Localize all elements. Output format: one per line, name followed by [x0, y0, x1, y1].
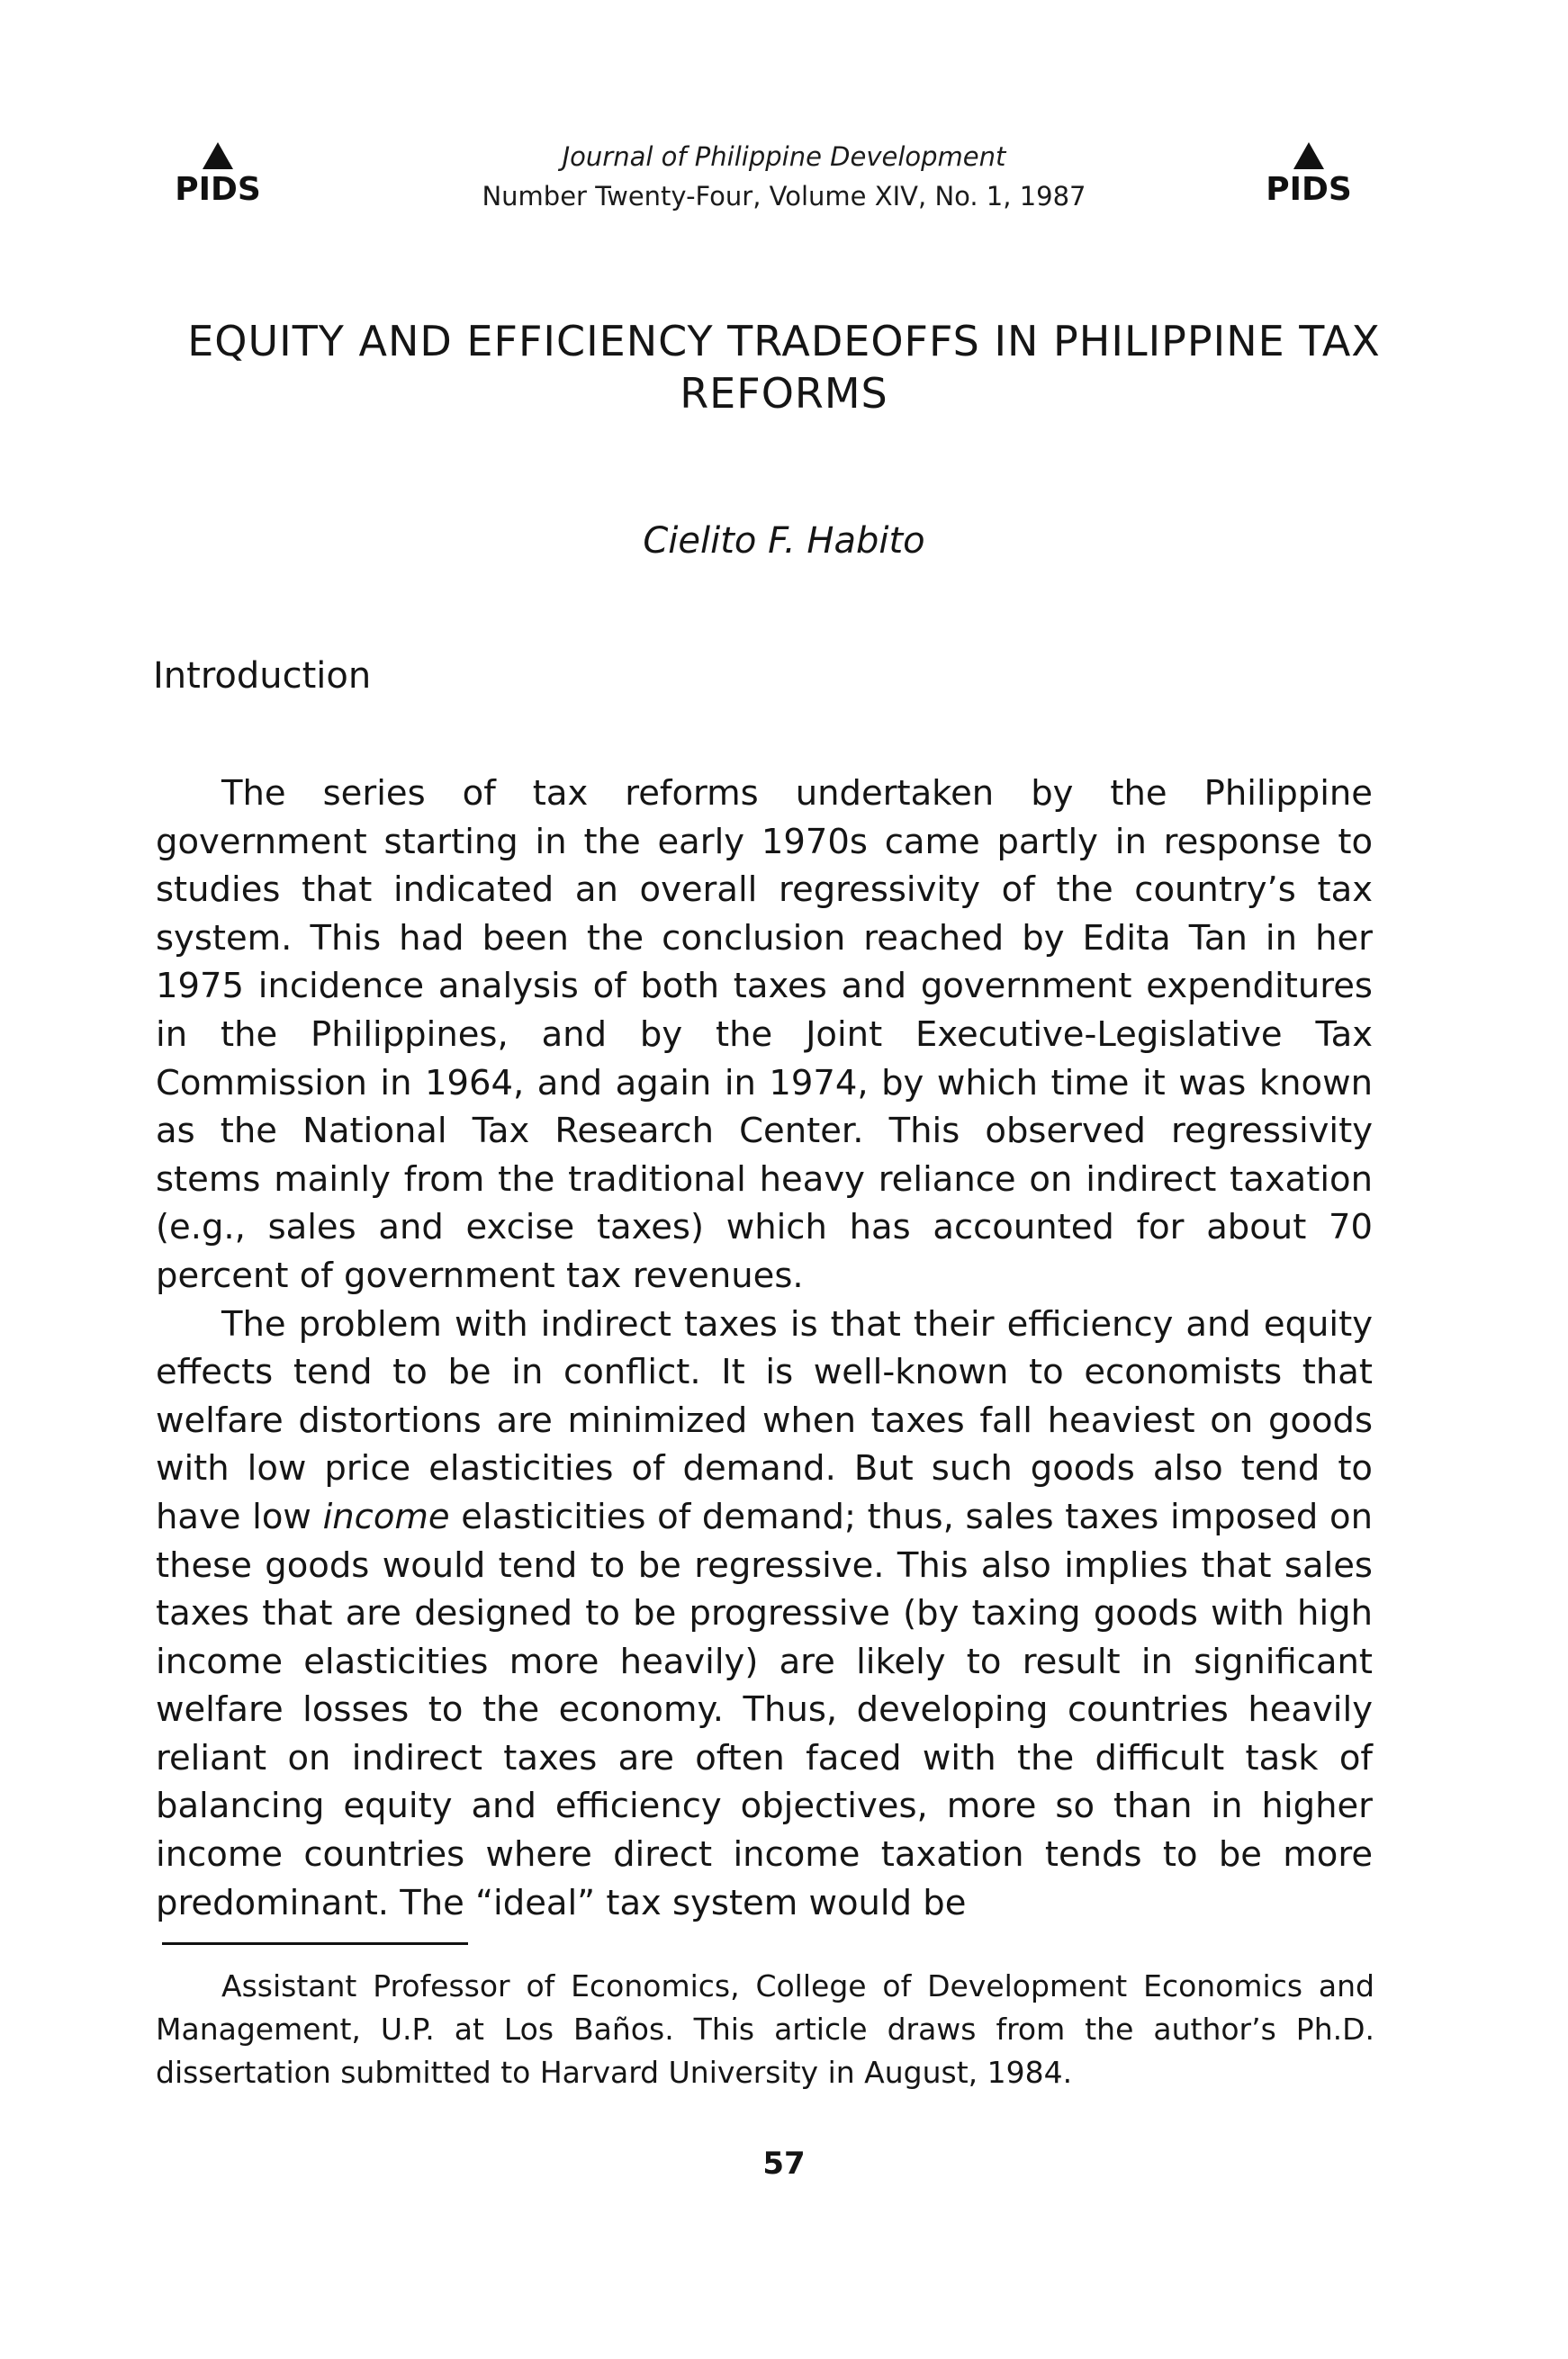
page-number: 57 [762, 2146, 806, 2182]
paragraph-2-emphasis: income [322, 1496, 450, 1537]
journal-issue: Number Twenty-Four, Volume XIV, No. 1, 1987 [482, 181, 1086, 212]
paragraph-2-part-1: The problem with indirect taxes is that their efficiency and equity effects tend to be in conflict. It is well-known to economists that welfare distortions are minimized when taxes fall heaviest on goods with low price elasticities of demand. But such goods also tend to have low [156, 1303, 1373, 1537]
article-title [126, 315, 1442, 419]
article-title-line-1: EQUITY AND EFFICIENCY TRADEOFFS IN PHILIPPINE TAX [187, 317, 1381, 365]
pids-logo-right [1248, 135, 1370, 207]
svg-text:PIDS: PIDS [1266, 171, 1352, 207]
article-title-line-2: REFORMS [680, 369, 888, 418]
section-heading-introduction: Introduction [153, 655, 372, 697]
article-author: Cielito F. Habito [643, 520, 925, 562]
footnote-divider [162, 1942, 468, 1945]
footnote-text: Assistant Professor of Economics, College of Development Economics and Management, U.P. at Los Baños. This article draws from the author’s Ph.D. dissertation submitted to Harvard University in August, 1984. [156, 1968, 1374, 2090]
journal-name: Journal of Philippine Development [562, 141, 1006, 172]
svg-text:PIDS: PIDS [175, 171, 261, 207]
paragraph-1: The series of tax reforms undertaken by the Philippine government starting in the early 1970s came partly in response to studies that indicated an overall regressivity of the country’s tax system. This had been the conclusion reached by Edita Tan in her 1975 incidence analysis of both taxes and government expenditures in the Philippines, and by the Joint Executive-Legislative Tax Commission in 1964, and again in 1974, by which time it was known as the National Tax Research Center. This observed regressivity stems mainly from the traditional heavy reliance on indirect taxation (e.g., sales and excise taxes) which has accounted for about 70 percent of government tax revenues. [156, 773, 1373, 1296]
paragraph-2-part-2: elasticities of demand; thus, sales taxes imposed on these goods would tend to be regressive. This also implies that sales taxes that are designed to be progressive (by taxing goods with high income elasticities more heavily) are likely to result in significant welfare losses to the economy. Thus, developing countries heavily reliant on indirect taxes are often faced with the difficult task of balancing equity and efficiency objectives, more so than in higher income countries where direct income taxation tends to be more predominant. The “ideal” tax system would be [156, 1496, 1373, 1923]
paragraph-2 [156, 1301, 1373, 1928]
body-text [156, 770, 1373, 1927]
footnote [156, 1965, 1374, 2094]
